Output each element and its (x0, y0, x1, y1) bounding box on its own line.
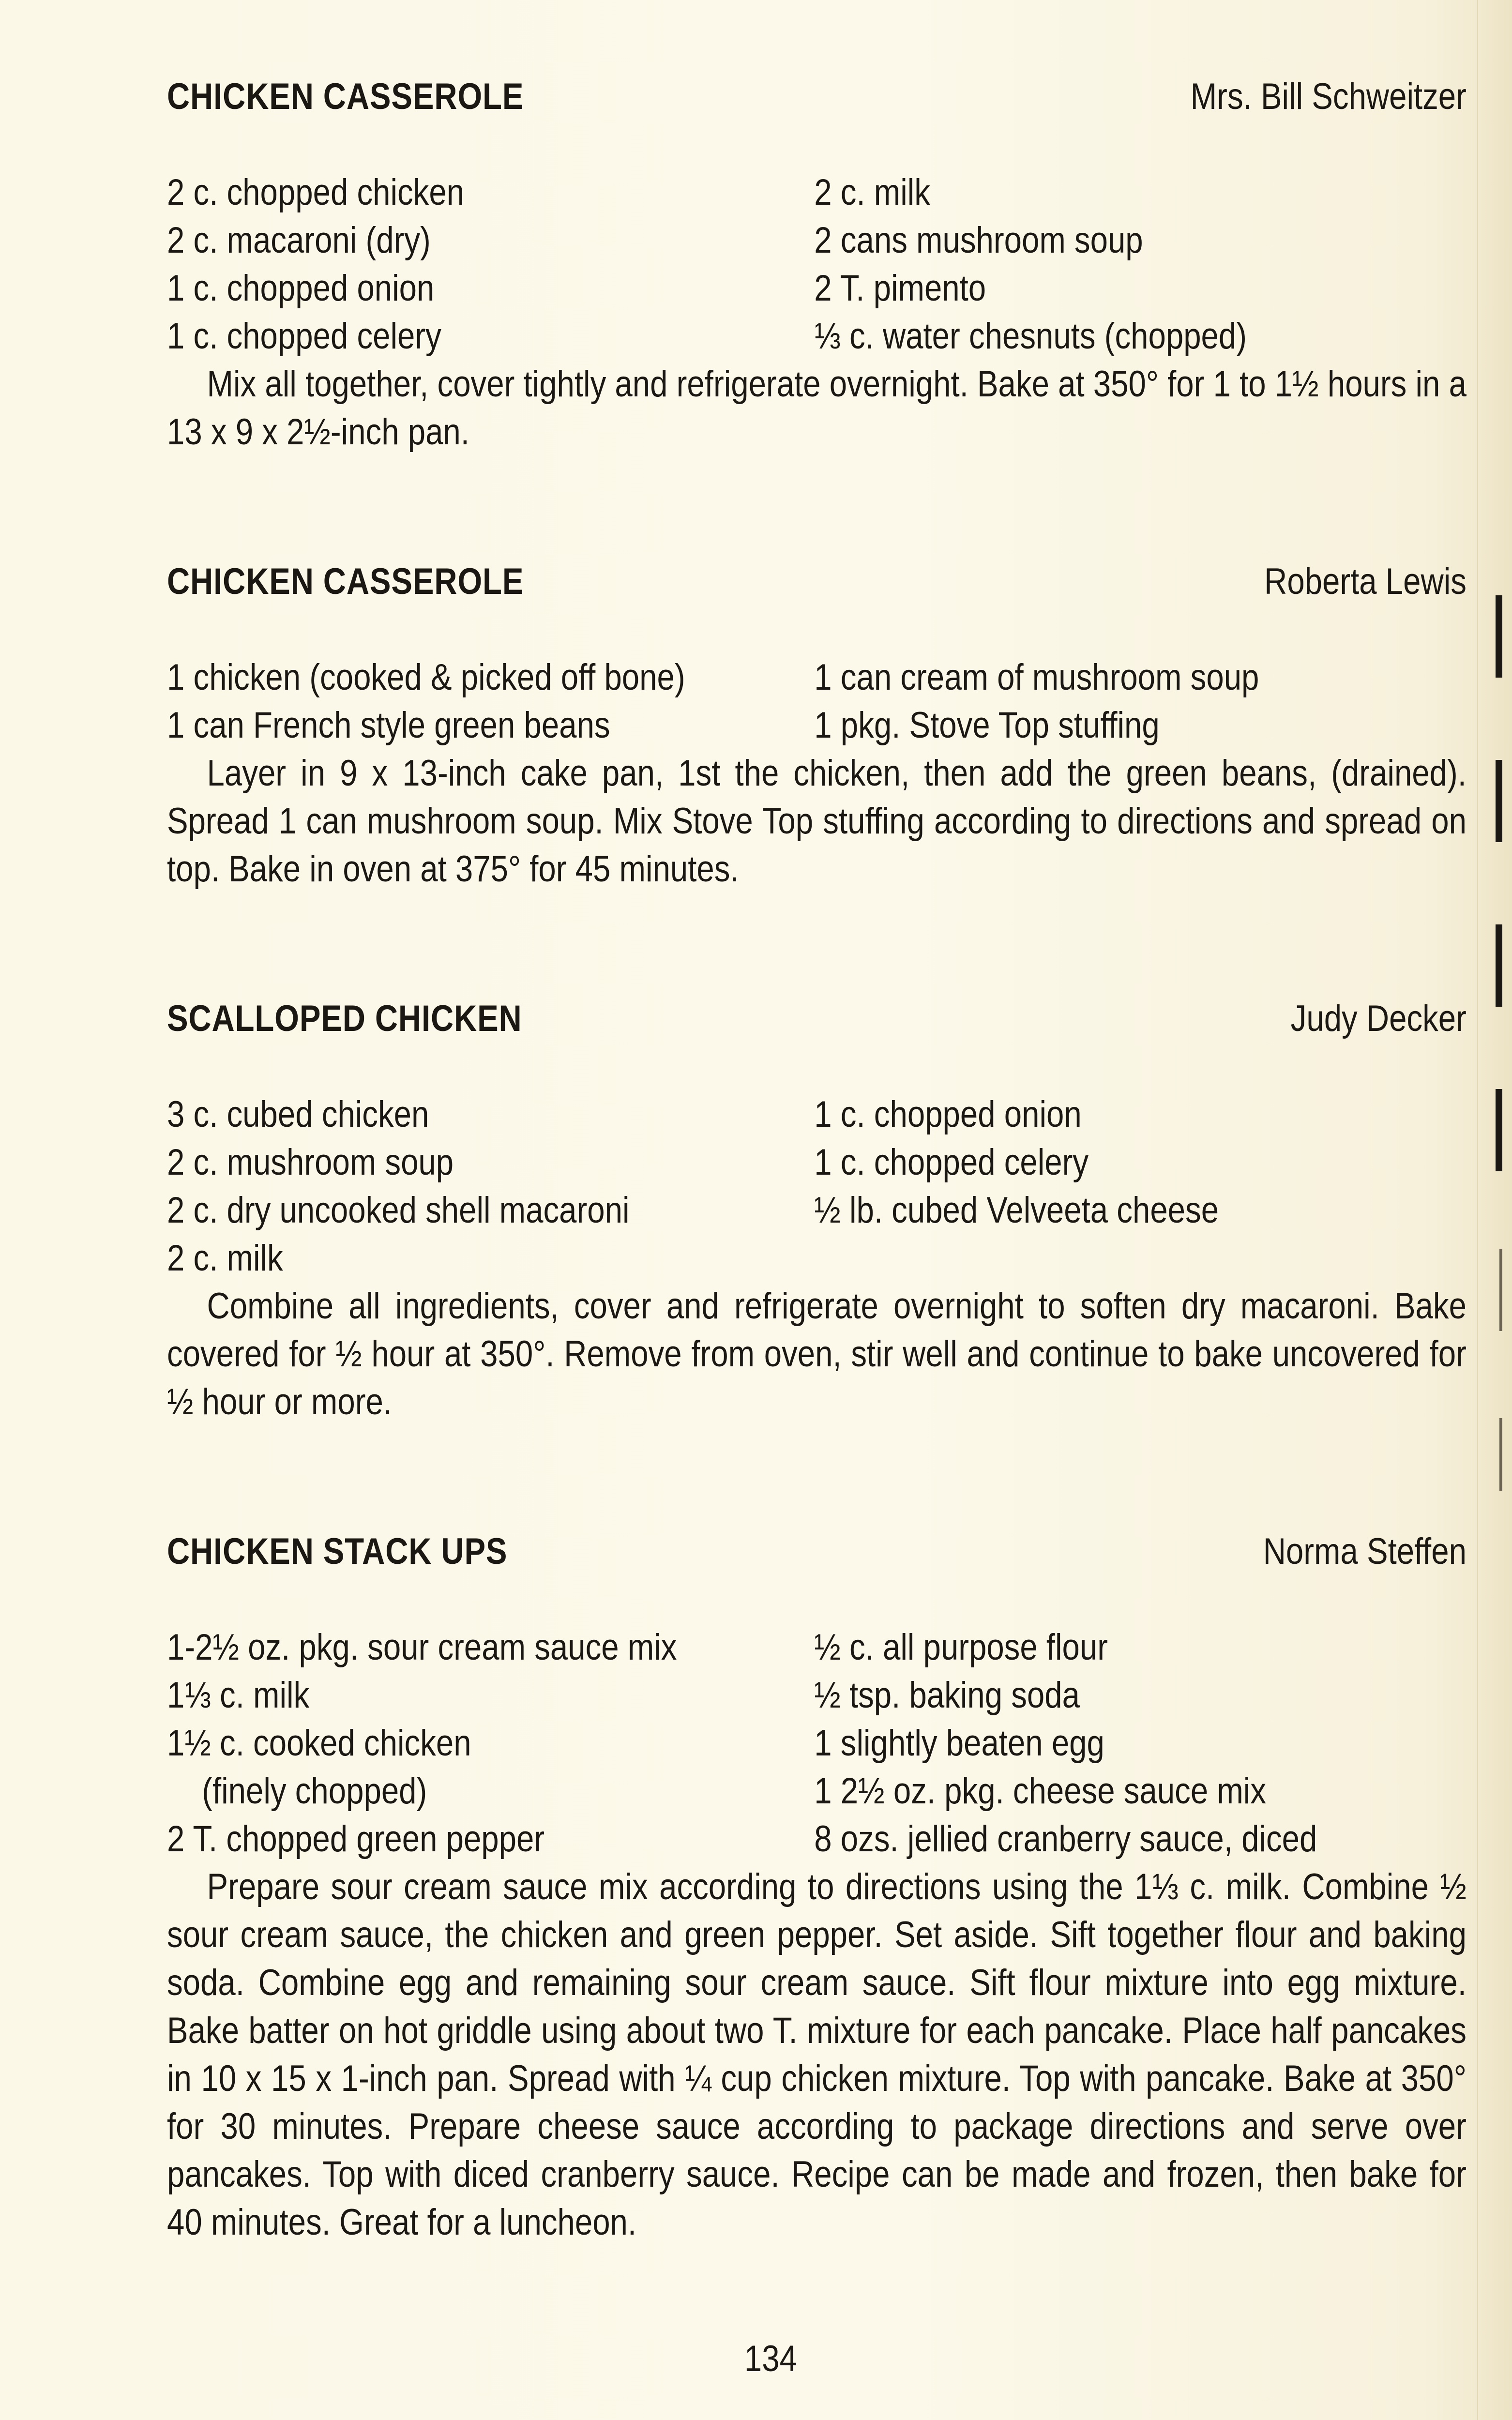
recipe-author: Roberta Lewis (1264, 561, 1467, 602)
recipe-header (167, 1528, 1467, 1575)
ingredient-row (167, 216, 1467, 264)
ingredient: 2 c. milk (814, 172, 930, 213)
ingredient: 1 c. chopped onion (167, 268, 435, 309)
ingredient: 2 T. chopped green pepper (167, 1818, 545, 1860)
ingredient: 1 pkg. Stove Top stuffing (814, 705, 1160, 746)
edge-mark (1496, 1089, 1502, 1171)
ingredient: 1 can French style green beans (167, 705, 610, 746)
edge-mark (1496, 760, 1502, 842)
recipe-directions: Prepare sour cream sauce mix according to directions using the 1⅓ c. milk. Combine ½ sour cream sauce, the chicken and green pepper. Set aside. Sift together flour and baking soda. Combine egg and remaining sour cream sauce. Sift flour mixture into egg mixture. Bake batter on hot griddle using about two T. mixture for each pancake. Place half pancakes in 10 x 15 x 1-inch pan. Spread with ¼ cup chicken mixture. Top with pancake. Bake at 350° for 30 minutes. Prepare cheese sauce according to package directions and serve over pancakes. Top with diced cranberry sauce. Recipe can be made and frozen, then bake for 40 minutes. Great for a luncheon. (167, 1866, 1467, 2243)
ingredient-row (167, 653, 1467, 701)
ingredient: ½ lb. cubed Velveeta cheese (814, 1190, 1219, 1231)
ingredient: 1½ c. cooked chicken (167, 1723, 471, 1764)
ingredient-row (167, 701, 1467, 749)
ingredient: 8 ozs. jellied cranberry sauce, diced (814, 1818, 1317, 1860)
ingredient-row (167, 1671, 1467, 1719)
ingredient: 2 c. chopped chicken (167, 172, 465, 213)
edge-mark (1496, 595, 1502, 678)
recipe-title: SCALLOPED CHICKEN (167, 998, 522, 1039)
ingredient: 1 c. chopped celery (814, 1142, 1089, 1183)
page-content (167, 73, 1467, 2246)
recipe-title: CHICKEN CASSEROLE (167, 76, 524, 117)
ingredient: 1 can cream of mushroom soup (814, 657, 1259, 698)
ingredient: ½ c. all purpose flour (814, 1627, 1108, 1668)
ingredient: 1 chicken (cooked & picked off bone) (167, 657, 685, 698)
recipe-chicken-stack-ups (167, 1528, 1467, 2246)
recipe-author: Mrs. Bill Schweitzer (1190, 76, 1467, 117)
ingredient: 1 2½ oz. pkg. cheese sauce mix (814, 1770, 1267, 1812)
ingredient: 2 cans mushroom soup (814, 220, 1143, 261)
ingredient-row (167, 168, 1467, 216)
ingredient-row (167, 1815, 1467, 1863)
ingredient: 3 c. cubed chicken (167, 1094, 429, 1135)
ingredient: 1-2½ oz. pkg. sour cream sauce mix (167, 1627, 677, 1668)
recipe-chicken-casserole-1 (167, 73, 1467, 456)
recipe-scalloped-chicken (167, 995, 1467, 1426)
ingredient: (finely chopped) (202, 1770, 427, 1812)
recipe-author: Norma Steffen (1263, 1531, 1467, 1572)
recipe-chicken-casserole-2 (167, 558, 1467, 893)
recipe-header (167, 995, 1467, 1043)
ingredient-row (167, 1623, 1467, 1671)
ingredient: 2 c. dry uncooked shell macaroni (167, 1190, 630, 1231)
recipe-directions: Mix all together, cover tightly and refrigerate overnight. Bake at 350° for 1 to 1½ hours in a 13 x 9 x 2½-inch pan. (167, 363, 1467, 453)
ingredient: 2 c. milk (167, 1238, 283, 1279)
ingredient: 1 c. chopped celery (167, 316, 441, 357)
ingredient: ½ tsp. baking soda (814, 1675, 1080, 1716)
page-number (0, 2338, 1512, 2380)
recipe-title: CHICKEN CASSEROLE (167, 561, 524, 602)
ingredient-row (167, 1767, 1467, 1815)
recipe-header (167, 73, 1467, 121)
recipe-directions: Combine all ingredients, cover and refrigerate overnight to soften dry macaroni. Bake covered for ½ hour at 350°. Remove from oven, stir well and continue to bake uncovered for ½ hour or more. (167, 1286, 1467, 1422)
ingredient-row (167, 264, 1467, 312)
ingredient-row (167, 1186, 1467, 1234)
ingredient: ⅓ c. water chesnuts (chopped) (814, 316, 1247, 357)
page-number-text: 134 (744, 2338, 797, 2379)
ingredient-row (167, 1719, 1467, 1767)
ingredient-row (167, 312, 1467, 360)
edge-mark (1496, 924, 1502, 1007)
ingredient: 2 c. macaroni (dry) (167, 220, 431, 261)
ingredient: 1⅓ c. milk (167, 1675, 310, 1716)
recipe-title: CHICKEN STACK UPS (167, 1531, 508, 1572)
recipe-author: Judy Decker (1290, 998, 1467, 1039)
edge-mark (1499, 1249, 1502, 1331)
ingredient: 2 T. pimento (814, 268, 986, 309)
ingredient-row (167, 1090, 1467, 1138)
recipe-header (167, 558, 1467, 605)
page-edge (1477, 0, 1512, 2420)
recipe-directions: Layer in 9 x 13-inch cake pan, 1st the chicken, then add the green beans, (drained). Spread 1 can mushroom soup. Mix Stove Top stuffing according to directions and spread on top. Bake in oven at 375° for 45 minutes. (167, 753, 1467, 890)
edge-mark (1499, 1418, 1502, 1491)
ingredient-row (167, 1138, 1467, 1186)
ingredient: 1 slightly beaten egg (814, 1723, 1104, 1764)
ingredient: 1 c. chopped onion (814, 1094, 1082, 1135)
ingredient: 2 c. mushroom soup (167, 1142, 454, 1183)
